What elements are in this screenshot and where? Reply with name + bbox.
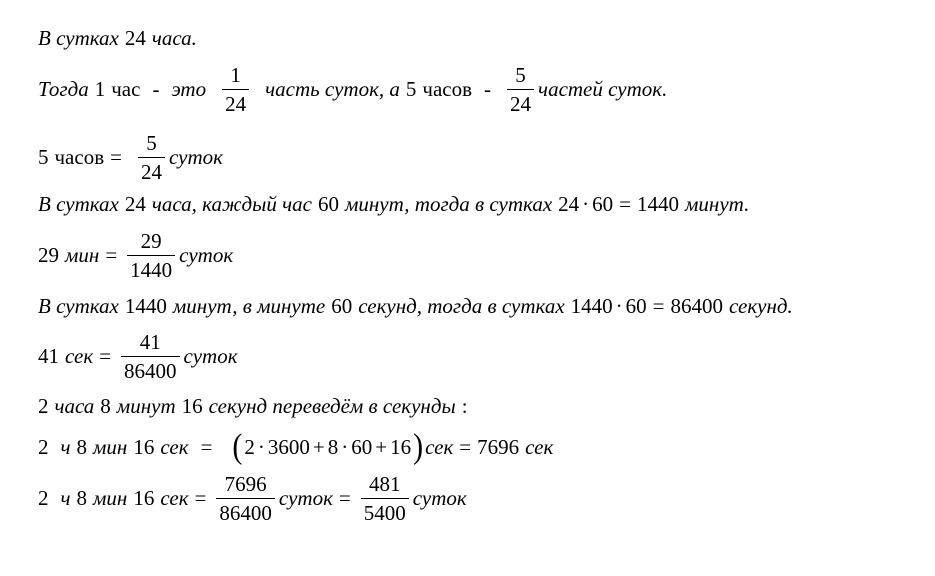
line-seconds-in-day	[38, 294, 793, 319]
denominator: 1440	[130, 258, 173, 283]
number: 8	[100, 394, 111, 418]
left-paren: (	[232, 427, 243, 466]
text: сек	[65, 344, 94, 369]
equals: =	[619, 192, 632, 216]
text: секунд переведём в секунды	[208, 394, 456, 418]
equals: =	[110, 145, 122, 170]
numerator: 5	[146, 131, 157, 155]
fraction-1-24	[222, 64, 249, 115]
equals: =	[105, 243, 118, 268]
text: секунд.	[728, 294, 793, 318]
fraction-5-24	[138, 132, 165, 183]
numerator: 41	[139, 330, 161, 354]
denominator: 24	[510, 92, 532, 117]
fraction-5-24	[507, 64, 534, 115]
plus: +	[312, 434, 325, 459]
denominator: 5400	[363, 501, 406, 526]
text: сек	[525, 434, 554, 459]
text: это	[171, 77, 207, 102]
number: 60	[625, 294, 647, 318]
number: 1440	[124, 294, 167, 318]
text: суток	[179, 243, 234, 268]
number: 7696	[477, 434, 520, 459]
numerator: 5	[515, 63, 526, 87]
line-29-minutes	[38, 230, 233, 281]
text: ч	[60, 486, 71, 511]
fraction-bar	[216, 498, 275, 499]
line-hours-in-day	[38, 26, 197, 51]
dash: -	[484, 77, 492, 102]
text: В сутках	[38, 26, 119, 50]
line-final-fraction	[38, 473, 467, 524]
number: 24	[124, 26, 146, 50]
text: суток	[168, 145, 223, 170]
denominator: 24	[140, 160, 162, 185]
numerator: 1	[230, 63, 241, 87]
text: секунд, тогда в сутках	[358, 294, 565, 318]
fraction-bar	[222, 89, 249, 90]
text: часа	[54, 394, 95, 418]
fraction-bar	[507, 89, 534, 90]
text: часть суток, а	[265, 77, 400, 102]
number: 16	[133, 486, 155, 511]
denominator: 24	[225, 92, 247, 117]
text: суток	[412, 486, 467, 511]
numerator: 29	[140, 229, 162, 253]
equals: =	[459, 434, 472, 459]
number: 8	[76, 486, 88, 511]
number: 24	[558, 192, 580, 216]
number: 8	[327, 434, 339, 459]
equals: =	[200, 434, 213, 459]
text: сек	[160, 486, 189, 511]
number: 60	[317, 192, 339, 216]
text: часа, каждый час	[151, 192, 312, 216]
equals: =	[652, 294, 665, 318]
fraction-41-86400	[121, 331, 180, 382]
fraction-bar	[127, 255, 175, 256]
equals: =	[338, 486, 351, 511]
line-41-seconds	[38, 331, 238, 382]
text: часов	[422, 77, 473, 102]
text: ч	[60, 434, 71, 459]
equals: =	[194, 486, 207, 511]
fraction-29-1440	[127, 230, 175, 281]
denominator: 86400	[124, 359, 177, 384]
dash: -	[152, 77, 160, 102]
text: В сутках	[38, 192, 119, 216]
number: 2	[38, 486, 49, 511]
right-paren: )	[413, 427, 424, 466]
line-total-seconds	[38, 427, 554, 466]
number: 60	[351, 434, 373, 459]
line-minutes-in-day	[38, 192, 749, 217]
times: ·	[582, 192, 590, 216]
number: 16	[390, 434, 412, 459]
text: минут, в минуте	[172, 294, 326, 318]
text: мин	[65, 243, 100, 268]
numerator: 481	[369, 472, 401, 496]
number: 16	[181, 394, 203, 418]
line-five-hours	[38, 132, 223, 183]
times: ·	[341, 434, 349, 459]
fraction-7696-86400	[216, 473, 275, 524]
number: 1440	[570, 294, 613, 318]
line-hour-fraction	[38, 64, 667, 115]
text: час	[111, 77, 141, 102]
text: минут, тогда в сутках	[344, 192, 553, 216]
number: 3600	[267, 434, 310, 459]
number: 29	[38, 243, 59, 268]
text: частей суток.	[538, 77, 668, 102]
number: 41	[38, 344, 59, 369]
text: В сутках	[38, 294, 119, 318]
number: 5	[38, 145, 49, 170]
text: часа.	[151, 26, 197, 50]
times: ·	[257, 434, 265, 459]
text: мин	[93, 486, 128, 511]
numerator: 7696	[224, 472, 267, 496]
text: минут.	[685, 192, 750, 216]
text: Тогда	[38, 77, 89, 102]
number: 16	[133, 434, 155, 459]
times: ·	[615, 294, 623, 318]
number: 2	[38, 394, 49, 418]
number: 60	[592, 192, 614, 216]
number: 1440	[637, 192, 680, 216]
line-convert-to-seconds	[38, 394, 468, 419]
fraction-bar	[361, 498, 409, 499]
text: сек	[425, 434, 454, 459]
text: сек	[160, 434, 189, 459]
number: 2	[38, 434, 49, 459]
number: 2	[244, 434, 255, 459]
colon: :	[461, 394, 468, 418]
number: 24	[124, 192, 146, 216]
number: 86400	[670, 294, 723, 318]
number: 60	[331, 294, 353, 318]
fraction-bar	[121, 356, 180, 357]
fraction-bar	[138, 157, 165, 158]
plus: +	[375, 434, 388, 459]
fraction-481-5400	[361, 473, 409, 524]
text: суток	[183, 344, 238, 369]
text: минут	[116, 394, 176, 418]
number: 1	[94, 77, 106, 102]
text: часов	[54, 145, 105, 170]
text: суток	[278, 486, 333, 511]
text: мин	[93, 434, 128, 459]
denominator: 86400	[219, 501, 272, 526]
equals: =	[99, 344, 112, 369]
number: 8	[76, 434, 88, 459]
number: 5	[405, 77, 417, 102]
